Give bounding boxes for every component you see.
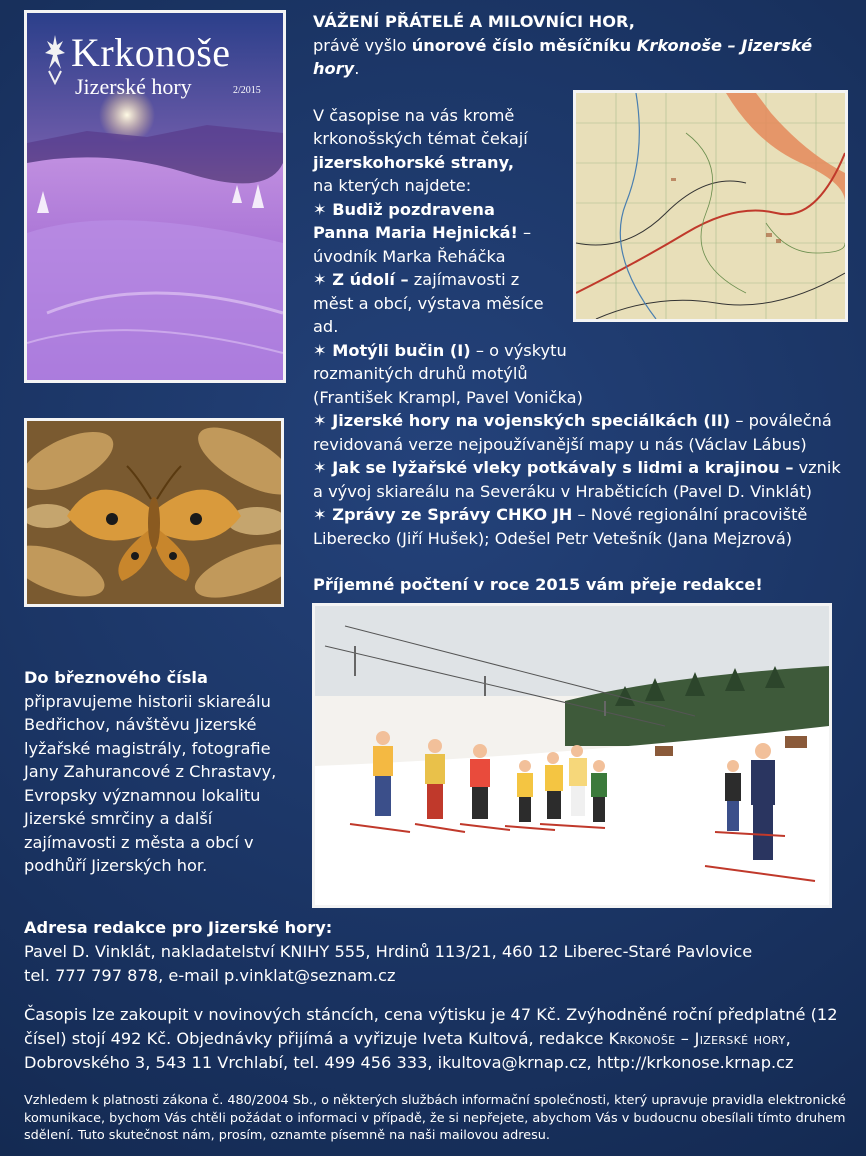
intro-line2: právě vyšlo únorové číslo měsíčníku Krkonoše – Jizerské hory. xyxy=(313,35,813,78)
address-heading: Adresa redakce pro Jizerské hory: xyxy=(24,918,333,937)
next-issue-text: Do březnového čísla připravujeme historii skiareálu Bedřichov, návštěvu Jizerské lyžařské magistrály, fotografie Jany Zahurancové z Chrastavy, Evropsky významnou lokalitu Jizerské smrčiny a další zajímavosti z města a obcí v podhůří Jizerských hor. xyxy=(24,668,277,875)
intro-text xyxy=(313,10,853,597)
list-item: ✶ Jak se lyžařské vleky potkávaly s lidmi a krajinou – vznik a vývoj skiareálu na Severáku v Hraběticích (Pavel D. Vinklát) xyxy=(313,458,841,501)
cover-logo-icon xyxy=(41,31,69,85)
moth-photo xyxy=(24,418,284,607)
cover-title: Krkonoše xyxy=(71,30,231,75)
cover-issue: 2/2015 xyxy=(233,85,261,96)
address-line2: tel. 777 797 878, e-mail p.vinklat@seznam.cz xyxy=(24,966,396,985)
ski-photo xyxy=(312,603,832,908)
closing-line: Příjemné počtení v roce 2015 vám přeje redakce! xyxy=(313,575,763,594)
list-item: ✶ Zprávy ze Správy CHKO JH – Nové regionální pracoviště Liberecko (Jiří Hušek); Odešel Petr Vetešník (Jana Mejzrová) xyxy=(313,505,808,548)
list-item: ✶ Budiž pozdravena Panna Maria Hejnická! – úvodník Marka Řeháčka xyxy=(313,199,532,266)
cover-subtitle: Jizerské hory xyxy=(75,74,192,99)
order-info: Časopis lze zakoupit v novinových stáncích, cena výtisku je 47 Kč. Zvýhodněné roční předplatné (12 čísel) stojí 492 Kč. Objednávky přijímá a vyřizuje Iveta Kultová, redakce Krkonoše – Jizerské hory, Dobrovského 3, 543 11 Vrchlabí, tel. 499 456 333, ikultova@krnap.cz, http://krkonose.krnap.cz xyxy=(24,1005,838,1072)
brand-name: Krkonoše – Jizerské hory xyxy=(608,1029,786,1048)
address-block xyxy=(24,916,854,988)
list-item: ✶ Jizerské hory na vojenských speciálkách (II) – poválečná revidovaná verze nejpoužívanější mapy u nás (Václav Lábus) xyxy=(313,411,832,454)
intro-heading: VÁŽENÍ PŘÁTELÉ A MILOVNÍCI HOR, xyxy=(313,12,635,31)
legal-notice: Vzhledem k platnosti zákona č. 480/2004 Sb., o některých službách informační společnosti, který upravuje pravidla elektronické komunikace, bychom Vás chtěli požádat o informaci v případě, že si nepřejete, abychom Vás v budoucnu obesílali tímto druhem sdělení. Tuto skutečnost nám, prosím, oznamte písemně na naši mailovou adresu. xyxy=(24,1093,846,1143)
magazine-cover xyxy=(24,10,286,383)
intro-left-block: V časopise na vás kromě krkonošských témat čekají jizerskohorské strany, na kterých najdete: ✶ Budiž pozdravena Panna Maria Hejnická! – úvodník Marka Řeháčka ✶ Z údolí – zajímavosti z měst a obcí, výstava měsíce ad. ✶ Motýli bučin (I) – o výskytu rozmanitých druhů motýlů (František Krampl, Pavel Vonička) xyxy=(313,104,563,410)
address-line1: Pavel D. Vinklát, nakladatelství KNIHY 555, Hrdinů 113/21, 460 12 Liberec-Staré Pavlovice xyxy=(24,942,753,961)
list-item: ✶ Z údolí – zajímavosti z měst a obcí, výstava měsíce ad. xyxy=(313,270,544,336)
list-item: ✶ Motýli bučin (I) – o výskytu rozmanitých druhů motýlů (František Krampl, Pavel Vonička) xyxy=(313,340,583,407)
